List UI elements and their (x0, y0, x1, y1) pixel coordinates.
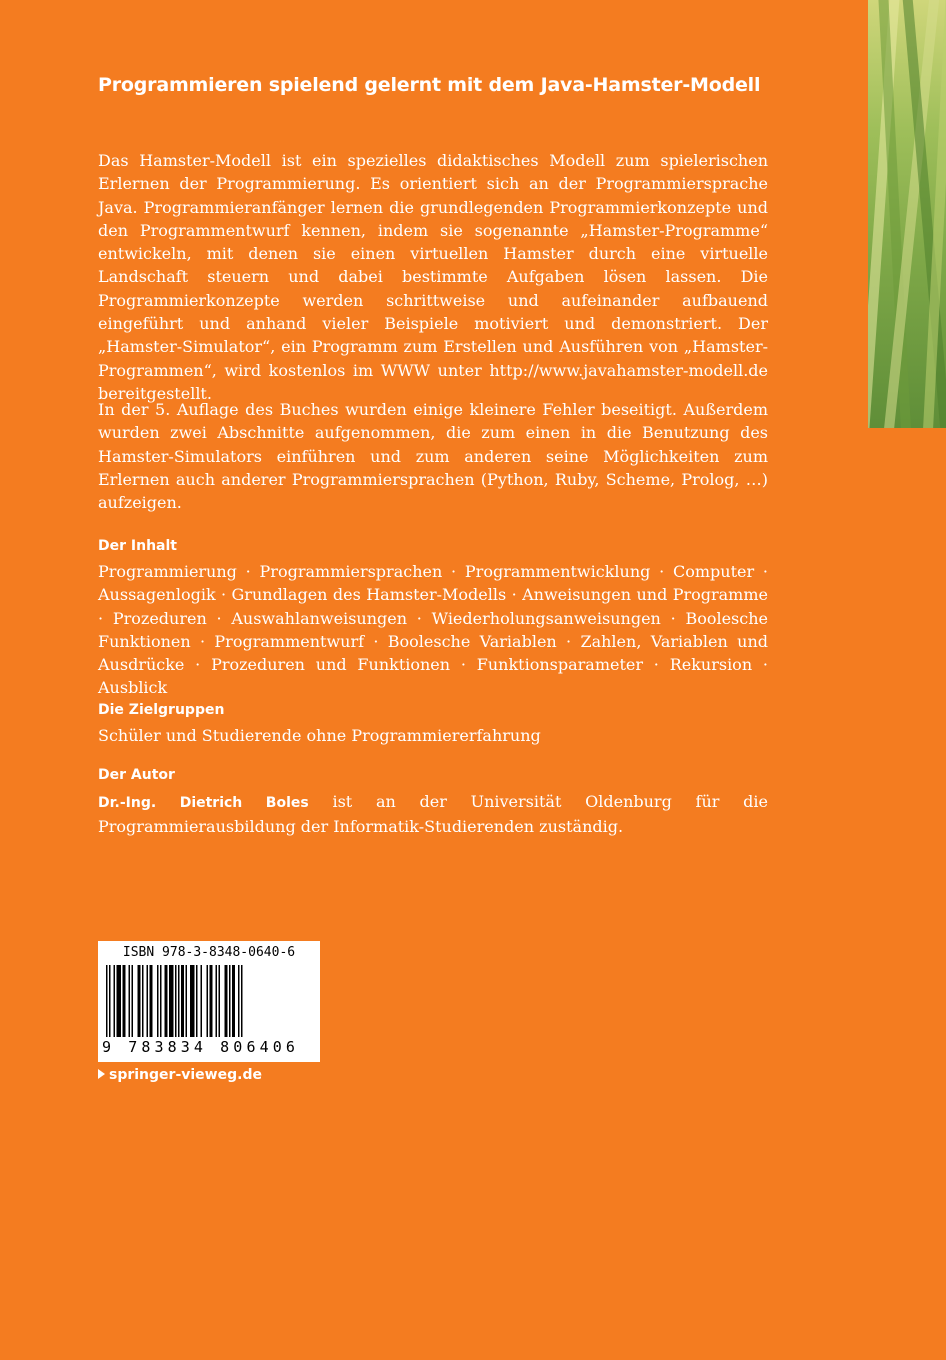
barcode-bar (147, 965, 149, 1037)
grass-image-strip (868, 0, 946, 428)
barcode-bars (106, 965, 312, 1037)
publisher-link[interactable] (98, 1067, 262, 1083)
barcode-bar (207, 965, 209, 1037)
author-name: Dr.-Ing. Dietrich Boles (98, 795, 309, 811)
barcode-bar (241, 965, 243, 1037)
barcode-bar (229, 965, 231, 1037)
content-text: Programmierung · Programmiersprachen · Programmentwicklung · Computer · Aussagenlogik · Grundlagen des Hamster-Modells · Anweisungen und Programme · Prozeduren · Auswahlanweisungen · Wiederholungsanweisungen · Boolesche Funktionen · Programmentwurf · Boolesche Variablen · Zahlen, Variablen und Ausdrücke · Prozeduren und Funktionen · Funktionsparameter · Rekursion · Ausblick (98, 562, 768, 698)
barcode-bar (178, 965, 180, 1037)
barcode-bar (142, 965, 144, 1037)
audience-text: Schüler und Studierende ohne Programmiererfahrung (98, 726, 541, 745)
isbn-barcode (98, 941, 320, 1062)
isbn-label: ISBN 978-3-8348-0640-6 (122, 945, 296, 960)
edition-note-paragraph: In der 5. Auflage des Buches wurden einige kleinere Fehler beseitigt. Außerdem wurden zwei Abschnitte aufgenommen, die zum einen in die Benutzung des Hamster-Simulators einführen und zum anderen seine Möglichkeiten zum Erlernen auch anderer Programmiersprachen (Python, Ruby, Scheme, Prolog, …) aufzeigen. (98, 400, 768, 513)
barcode-bar (169, 965, 174, 1037)
book-title: Programmieren spielend gelernt mit dem Java-Hamster-Modell (98, 74, 761, 96)
barcode-bar (225, 965, 228, 1037)
barcode-bar (123, 965, 126, 1037)
barcode-bar (132, 965, 134, 1037)
barcode-bar (210, 965, 213, 1037)
barcode-bar (201, 965, 203, 1037)
barcode-bar (165, 965, 168, 1037)
barcode-bar (190, 965, 195, 1037)
barcode-bar (181, 965, 184, 1037)
content-heading: Der Inhalt (98, 538, 177, 554)
audience-heading: Die Zielgruppen (98, 702, 225, 718)
barcode-digits: 9 783834 806406 (102, 1038, 299, 1056)
barcode-bar (160, 965, 162, 1037)
intro-paragraph: Das Hamster-Modell ist ein spezielles didaktisches Modell zum spielerischen Erlernen der Programmierung. Es orientiert sich an der Programmiersprache Java. Programmieranfänger lernen die grundlegenden Programmierkonzepte und den Programmentwurf kennen, indem sie sogenannte „Hamster-Programme“ entwickeln, mit denen sie einen virtuellen Hamster durch eine virtuelle Landschaft steuern und dabei bestimmte Aufgaben lösen lassen. Die Programmierkonzepte werden schrittweise und aufeinander aufbauend eingeführt und anhand vieler Beispiele motiviert und demonstriert. Der „Hamster-Simulator“, ein Programm zum Erstellen und Ausführen von „Hamster-Programmen“, wird kostenlos im WWW unter http://www.javahamster-modell.de bereitgestellt. (98, 151, 768, 403)
barcode-bar (150, 965, 153, 1037)
arrow-right-icon (98, 1069, 105, 1079)
barcode-bar (129, 965, 131, 1037)
barcode-bar (232, 965, 235, 1037)
barcode-bar (219, 965, 221, 1037)
barcode-bar (175, 965, 177, 1037)
author-heading: Der Autor (98, 767, 175, 783)
barcode-bar (216, 965, 218, 1037)
barcode-bar (157, 965, 159, 1037)
barcode-bar (106, 965, 108, 1037)
barcode-bar (117, 965, 122, 1037)
author-paragraph (98, 790, 768, 839)
barcode-bar (138, 965, 141, 1037)
barcode-bar (196, 965, 198, 1037)
publisher-url: springer-vieweg.de (109, 1067, 262, 1083)
barcode-bar (238, 965, 240, 1037)
barcode-bar (109, 965, 111, 1037)
author-text: ist an der Universität Oldenburg für die Programmierausbildung der Informatik-Studierenden zuständig. (98, 792, 768, 837)
barcode-bar (186, 965, 188, 1037)
barcode-bar (114, 965, 116, 1037)
